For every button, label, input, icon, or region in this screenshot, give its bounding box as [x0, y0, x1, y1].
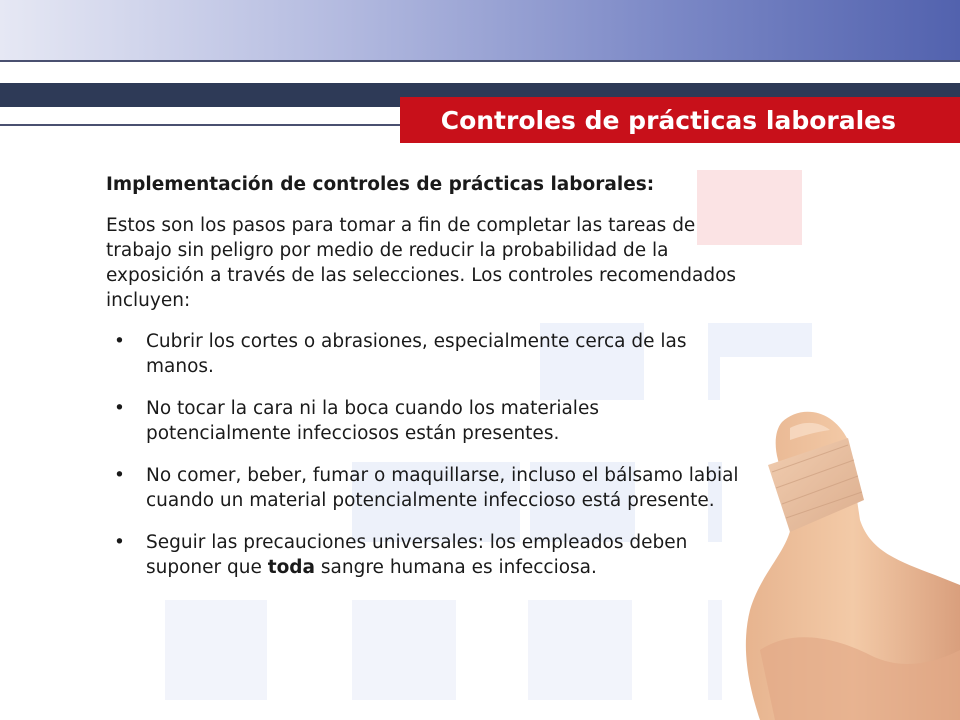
list-item-text-start: Seguir las precauciones universales: los empleados deben suponer que	[146, 532, 688, 578]
decor-square	[352, 600, 456, 700]
list-item	[106, 463, 746, 513]
list-item-text: No comer, beber, fumar o maquillarse, incluso el bálsamo labial cuando un material potencialmente infeccioso está presente.	[146, 465, 739, 511]
intro-paragraph: Estos son los pasos para tomar a fin de completar las tareas de trabajo sin peligro por medio de reducir la probabilidad de la exposición a través de las selecciones. Los controles recomendados incluyen:	[106, 215, 737, 311]
decor-square	[528, 600, 632, 700]
header-divider	[0, 60, 960, 62]
list-item-text: No tocar la cara ni la boca cuando los materiales potencialmente infecciosos están presentes.	[146, 398, 599, 444]
list-item-text	[146, 532, 687, 578]
controls-list	[106, 329, 746, 580]
header-gradient	[0, 0, 960, 60]
bullet-icon: •	[114, 331, 125, 352]
list-item	[106, 329, 746, 379]
bullet-icon: •	[114, 465, 125, 486]
section-heading: Implementación de controles de prácticas laborales:	[106, 174, 655, 195]
bandaged-thumb-icon	[720, 400, 960, 720]
list-item-text-end: sangre humana es infecciosa.	[315, 557, 597, 578]
title-underline	[0, 124, 400, 126]
slide-title: Controles de prácticas laborales	[400, 97, 960, 143]
bullet-icon: •	[114, 398, 125, 419]
emphasis-text: toda	[267, 557, 316, 578]
list-item-text: Cubrir los cortes o abrasiones, especialmente cerca de las manos.	[146, 331, 687, 377]
slide-body	[106, 172, 746, 597]
bullet-icon: •	[114, 532, 125, 553]
list-item	[106, 530, 746, 580]
decor-square	[165, 600, 267, 700]
list-item	[106, 396, 746, 446]
